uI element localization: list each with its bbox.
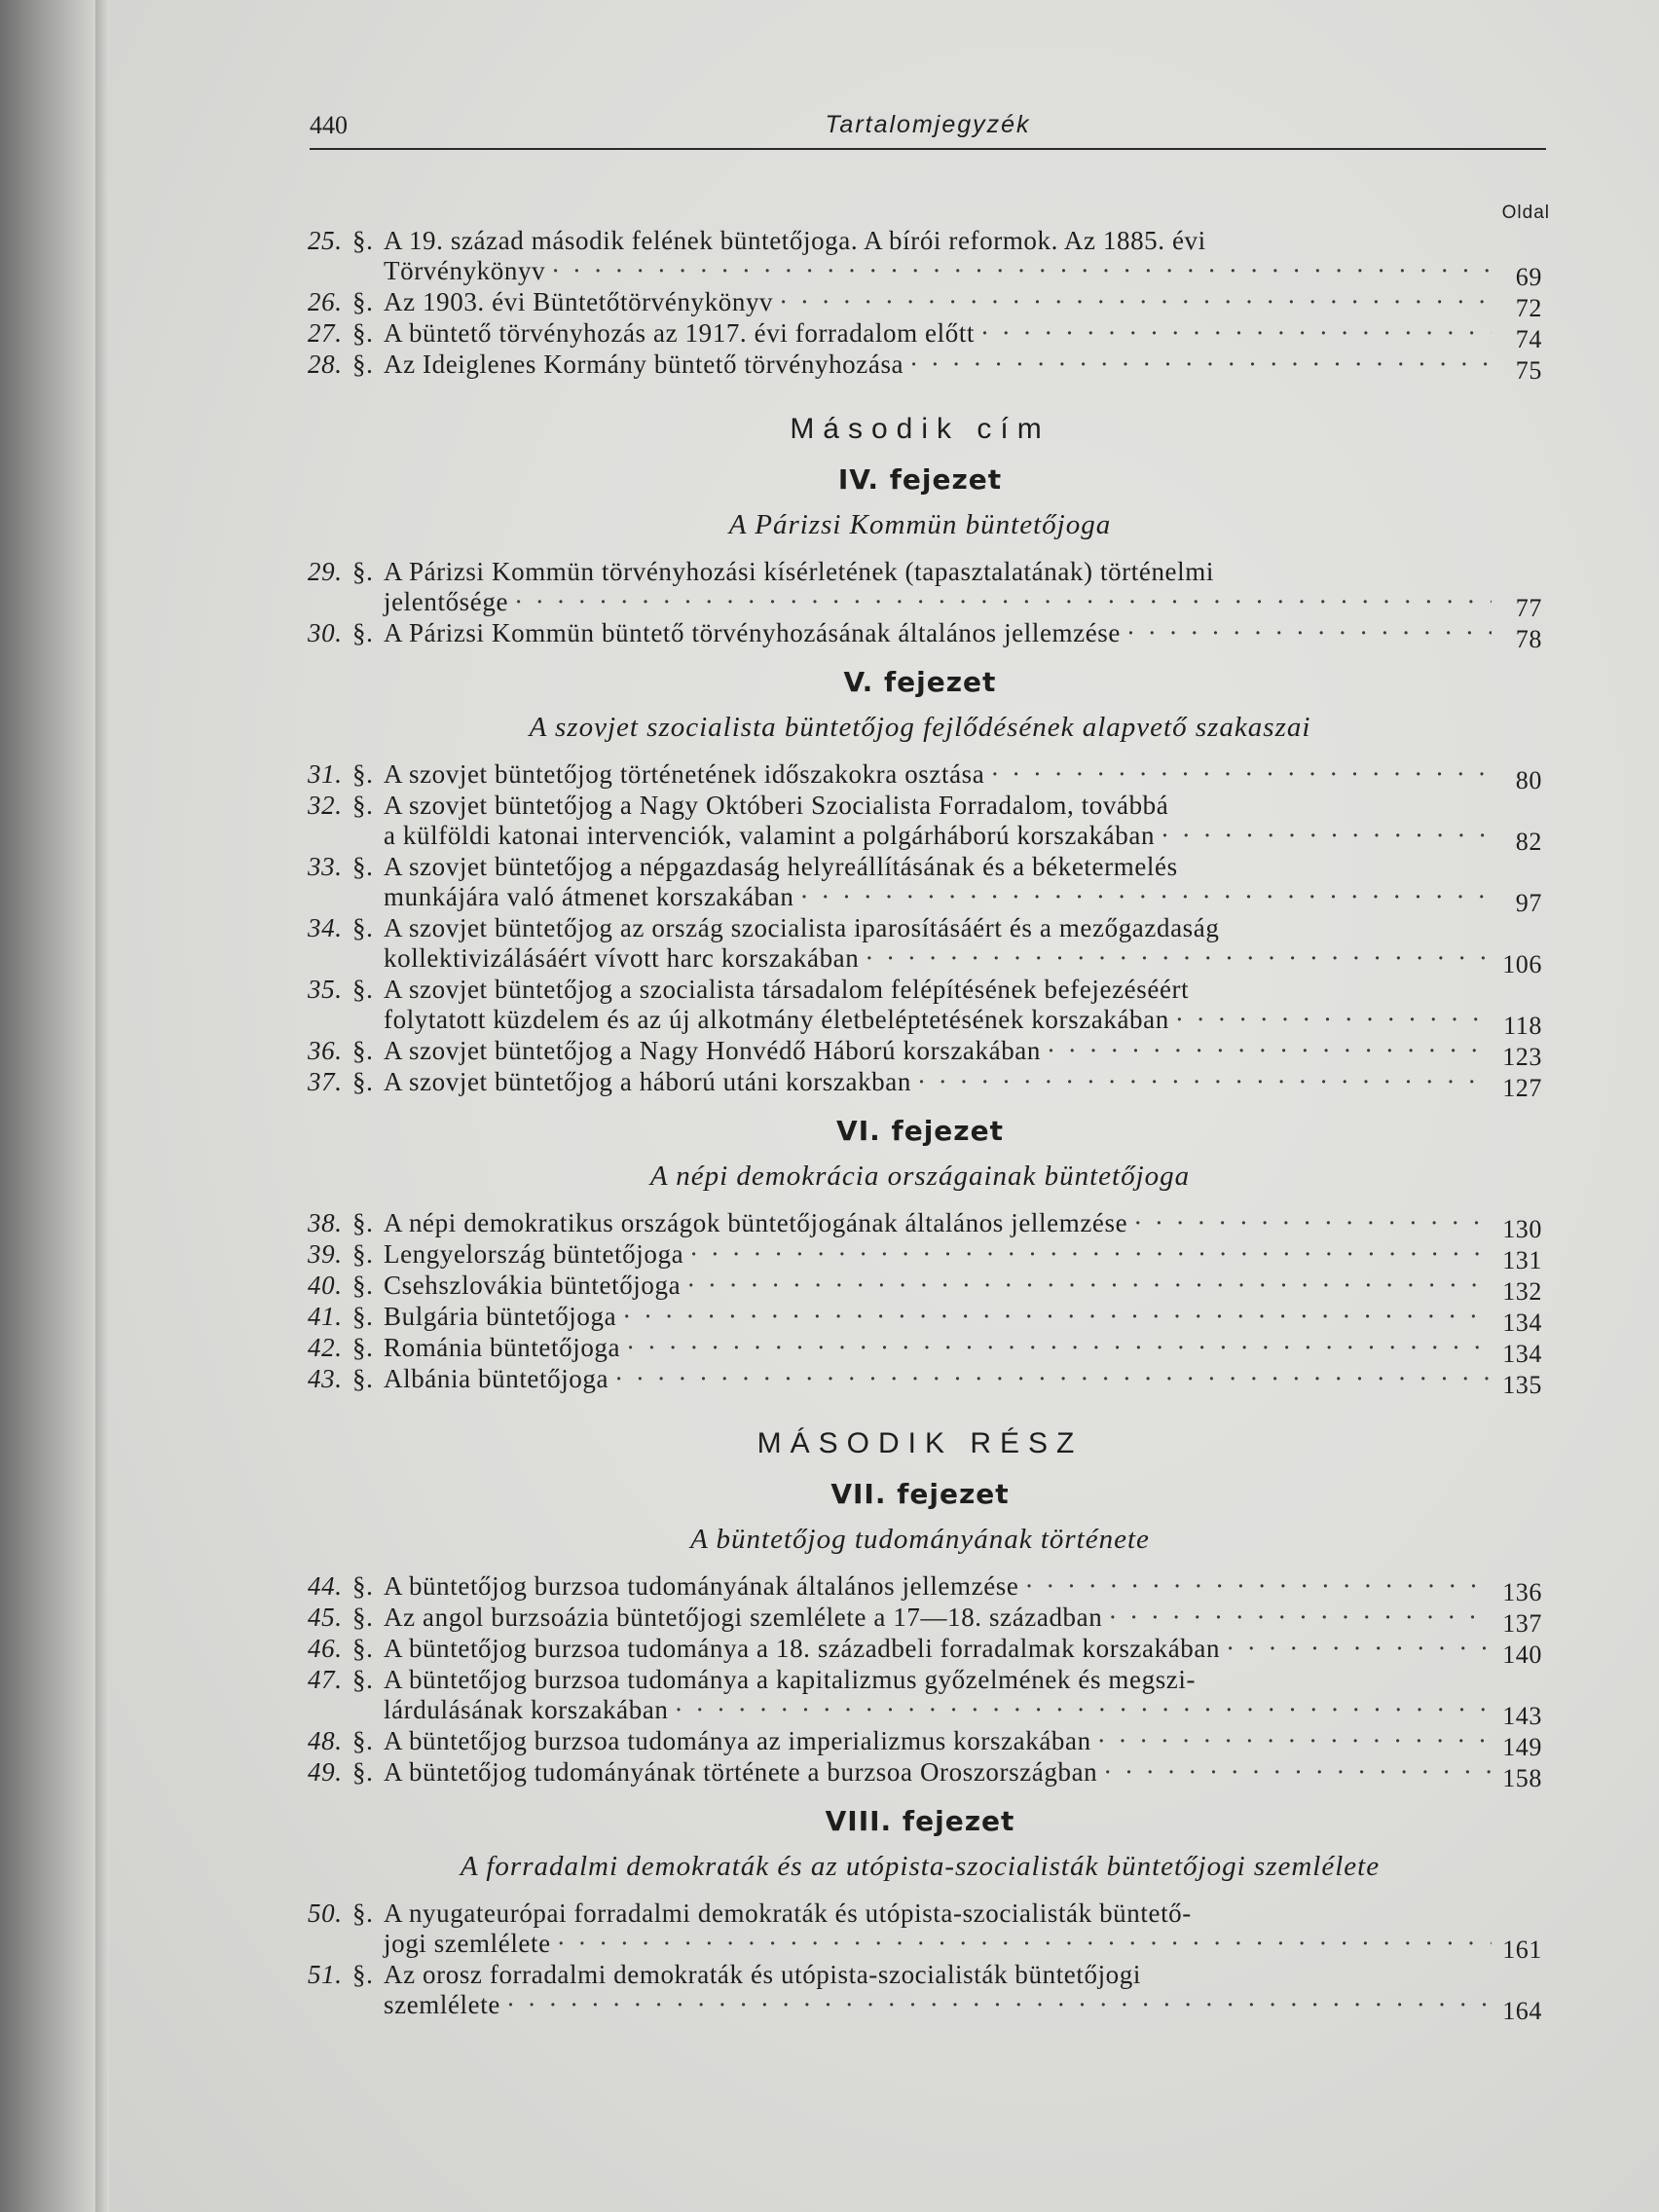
dot-leader (686, 1271, 1492, 1301)
entry-number: 34. (308, 913, 343, 942)
chapter-title: VI. fejezet (836, 1115, 1004, 1147)
dot-leader (551, 256, 1492, 286)
section-sign: §. (352, 1239, 374, 1269)
section-sign: §. (352, 852, 374, 881)
entry-title-text: Bulgária büntetőjoga (384, 1302, 617, 1331)
entry-page-number: 137 (1502, 1609, 1542, 1638)
running-title: Tartalomjegyzék (825, 111, 1031, 138)
dot-leader (1024, 1571, 1492, 1602)
entry-title-line (384, 913, 1492, 943)
toc-entry (292, 1960, 1548, 2025)
entry-page-number: 143 (1502, 1702, 1542, 1730)
entry-title-text: Albánia büntetőjoga (384, 1364, 609, 1393)
section-sign: §. (352, 791, 374, 820)
toc-entry (292, 287, 1548, 322)
section-sign: §. (352, 1302, 374, 1331)
entry-title-text: A nyugateurópai forradalmi demokraták és utópista-szocialisták büntető- (384, 1899, 1192, 1928)
entry-title-text: Az orosz forradalmi demokraták és utópista-szocialisták büntetőjogi (384, 1960, 1141, 1989)
entry-title-line (384, 943, 1492, 974)
toc-entry (292, 618, 1548, 653)
entry-page-number: 123 (1502, 1043, 1542, 1071)
chapter-title: VII. fejezet (830, 1478, 1010, 1510)
entry-number: 26. (308, 287, 343, 316)
section-sign: §. (352, 226, 374, 255)
entry-title-line (384, 287, 1492, 317)
section-sign: §. (352, 1333, 374, 1362)
entry-title-line (384, 1929, 1492, 1959)
chapter-subtitle: A Párizsi Kommün büntetőjoga (728, 509, 1112, 540)
dot-leader (980, 318, 1492, 349)
entry-number: 45. (308, 1603, 343, 1632)
entry-title-line (384, 618, 1492, 648)
section-sign: §. (352, 1571, 374, 1601)
entry-page-number: 134 (1502, 1340, 1542, 1368)
page-gutter-shadow (95, 0, 109, 2212)
toc-entry (292, 226, 1548, 291)
entry-title-line (384, 1364, 1492, 1394)
dot-leader (917, 1067, 1492, 1097)
chapter-subtitle: A forradalmi demokraták és az utópista-szocialisták büntetőjogi szemlélete (460, 1851, 1381, 1882)
entry-page-number: 106 (1502, 950, 1542, 978)
entry-page-number: 164 (1502, 1997, 1542, 2025)
entry-title-text: A szovjet büntetőjog a szocialista társadalom felépítésének befejezéséért (384, 975, 1190, 1004)
toc-entry (292, 1757, 1548, 1792)
entry-number: 39. (308, 1239, 343, 1269)
dot-leader (614, 1364, 1492, 1394)
entry-title-text: Törvénykönyv (384, 256, 546, 285)
book-spine-edge (0, 0, 95, 2212)
entry-page-number: 140 (1502, 1641, 1542, 1669)
entry-number: 40. (308, 1271, 343, 1300)
entry-title-text: A büntető törvényhozás az 1917. évi forradalom előtt (384, 318, 976, 348)
chapter-subtitle: A népi demokrácia országainak büntetőjoga (649, 1161, 1191, 1192)
dot-leader (1103, 1757, 1492, 1788)
entry-title-text: A büntetőjog burzsoa tudományának általános jellemzése (384, 1571, 1019, 1601)
entry-page-number: 80 (1515, 766, 1542, 794)
entry-number: 46. (308, 1634, 343, 1663)
entry-page-number: 131 (1502, 1246, 1542, 1274)
entry-title-text: A büntetőjog tudományának története a burzsoa Oroszországban (384, 1757, 1098, 1787)
dot-leader (1161, 821, 1492, 851)
section-sign: §. (352, 1036, 374, 1065)
entry-title-text: A 19. század második felének büntetőjoga. A bírói reformok. Az 1885. évi (384, 226, 1206, 255)
entry-number: 41. (308, 1302, 343, 1331)
entry-number: 51. (308, 1960, 343, 1989)
entry-title-text: A büntetőjog burzsoa tudománya a kapitalizmus győzelmének és megszi- (384, 1665, 1197, 1694)
entry-title-line (384, 1990, 1492, 2020)
entry-page-number: 82 (1515, 828, 1542, 856)
toc-entry (292, 1302, 1548, 1337)
dot-leader (506, 1990, 1492, 2020)
entry-page-number: 97 (1515, 889, 1542, 917)
entry-title-line (384, 1067, 1492, 1097)
entry-title-line (384, 557, 1492, 587)
entry-title-line (384, 759, 1492, 790)
entry-title-line (384, 1695, 1492, 1725)
dot-leader (909, 350, 1492, 380)
dot-leader (1047, 1036, 1492, 1066)
entry-title-line (384, 1726, 1492, 1756)
entry-number: 37. (308, 1067, 343, 1096)
toc-entry (292, 1665, 1548, 1730)
entry-title-line (384, 256, 1492, 286)
entry-title-text: A szovjet büntetőjog a Nagy Honvédő Háború korszakában (384, 1036, 1041, 1065)
entry-title-text: jogi szemlélete (384, 1929, 551, 1958)
entry-title-text: A szovjet büntetőjog a háború utáni korszakban (384, 1067, 911, 1096)
toc-entry (292, 1603, 1548, 1638)
dot-leader (1108, 1603, 1492, 1633)
toc-entry (292, 1036, 1548, 1071)
section-sign: §. (352, 1726, 374, 1755)
toc-entry (292, 1571, 1548, 1606)
entry-number: 47. (308, 1665, 343, 1694)
entry-title-line (384, 1005, 1492, 1035)
entry-page-number: 127 (1502, 1074, 1542, 1102)
entry-page-number: 136 (1502, 1578, 1542, 1606)
entry-number: 38. (308, 1208, 343, 1237)
entry-page-number: 149 (1502, 1733, 1542, 1761)
section-sign: §. (352, 287, 374, 316)
entry-page-number: 132 (1502, 1277, 1542, 1306)
entry-title-line (384, 1036, 1492, 1066)
entry-title-line (384, 1239, 1492, 1270)
page-header (310, 105, 1546, 150)
entry-title-line (384, 791, 1492, 821)
entry-title-text: szemlélete (384, 1990, 500, 2019)
toc-entry (292, 759, 1548, 794)
toc-entry (292, 1726, 1548, 1761)
section-sign: §. (352, 913, 374, 942)
chapter-subtitle: A büntetőjog tudományának története (690, 1524, 1150, 1555)
entry-page-number: 130 (1502, 1215, 1542, 1243)
dot-leader (689, 1239, 1492, 1270)
entry-title-text: munkájára való átmenet korszakában (384, 882, 794, 911)
entry-page-number: 69 (1515, 263, 1542, 291)
section-sign: §. (352, 1634, 374, 1663)
chapter-subtitle: A szovjet szocialista büntetőjog fejlődésének alapvető szakaszai (529, 712, 1311, 743)
entry-number: 27. (308, 318, 343, 348)
entry-page-number: 118 (1503, 1012, 1542, 1040)
part-title: MÁSODIK RÉSZ (756, 1427, 1084, 1459)
toc-entry (292, 1634, 1548, 1669)
entry-title-line (384, 350, 1492, 380)
entry-title-text: A szovjet büntetőjog történetének időszakokra osztása (384, 759, 985, 789)
part-title: Második cím (790, 413, 1051, 445)
toc-entry (292, 1067, 1548, 1102)
entry-title-text: A népi demokratikus országok büntetőjogának általános jellemzése (384, 1208, 1128, 1237)
entry-title-line (384, 1271, 1492, 1301)
entry-title-text: lárdulásának korszakában (384, 1695, 669, 1724)
dot-leader (1126, 618, 1492, 648)
entry-page-number: 75 (1515, 356, 1542, 385)
entry-title-text: Románia büntetőjoga (384, 1333, 621, 1362)
entry-title-line (384, 1302, 1492, 1332)
entry-number: 48. (308, 1726, 343, 1755)
entry-number: 33. (308, 852, 343, 881)
entry-title-line (384, 882, 1492, 912)
toc-entry (292, 557, 1548, 622)
page-column-label: Oldal (1501, 203, 1550, 223)
entry-title-line (384, 1634, 1492, 1664)
entry-number: 36. (308, 1036, 343, 1065)
section-sign: §. (352, 759, 374, 789)
entry-title-line (384, 587, 1492, 617)
table-of-contents (292, 226, 1548, 2025)
entry-page-number: 78 (1515, 625, 1542, 653)
entry-title-text: A szovjet büntetőjog a Nagy Októberi Szocialista Forradalom, továbbá (384, 791, 1169, 820)
toc-entry (292, 913, 1548, 978)
entry-title-text: kollektivizálásáért vívott harc korszakában (384, 943, 860, 973)
dot-leader (626, 1333, 1492, 1363)
section-sign: §. (352, 975, 374, 1004)
entry-title-text: Az 1903. évi Büntetőtörvénykönyv (384, 287, 774, 316)
entry-title-line (384, 226, 1492, 256)
section-sign: §. (352, 1364, 374, 1393)
toc-entry (292, 1364, 1548, 1399)
entry-title-line (384, 1571, 1492, 1602)
section-sign: §. (352, 350, 374, 379)
entry-title-text: A büntetőjog burzsoa tudománya a 18. századbeli forradalmak korszakában (384, 1634, 1221, 1663)
dot-leader (1097, 1726, 1492, 1756)
toc-entry (292, 975, 1548, 1040)
entry-page-number: 134 (1502, 1309, 1542, 1337)
entry-title-line (384, 318, 1492, 349)
section-sign: §. (352, 1603, 374, 1632)
entry-title-text: A Párizsi Kommün törvényhozási kísérletének (tapasztalatának) történelmi (384, 557, 1214, 586)
toc-entry (292, 1208, 1548, 1243)
entry-title-line (384, 1757, 1492, 1788)
dot-leader (1133, 1208, 1492, 1238)
section-sign: §. (352, 1899, 374, 1928)
entry-number: 49. (308, 1757, 343, 1787)
entry-title-text: A Párizsi Kommün büntető törvényhozásának általános jellemzése (384, 618, 1121, 647)
toc-entry (292, 350, 1548, 385)
entry-number: 50. (308, 1899, 343, 1928)
entry-title-text: Az Ideiglenes Kormány büntető törvényhozása (384, 350, 904, 379)
dot-leader (799, 882, 1492, 912)
toc-entry (292, 1899, 1548, 1964)
section-sign: §. (352, 1208, 374, 1237)
chapter-title: V. fejezet (843, 666, 997, 698)
entry-title-text: Az angol burzsoázia büntetőjogi szemlélete a 17—18. században (384, 1603, 1103, 1632)
section-sign: §. (352, 1960, 374, 1989)
entry-page-number: 161 (1502, 1936, 1542, 1964)
entry-title-line (384, 1665, 1492, 1695)
toc-entry (292, 1333, 1548, 1368)
dot-leader (622, 1302, 1492, 1332)
page-number: 440 (310, 111, 348, 139)
dot-leader (779, 287, 1492, 317)
entry-number: 31. (308, 759, 343, 789)
section-sign: §. (352, 1757, 374, 1787)
entry-title-text: A szovjet büntetőjog az ország szocialista iparosításáért és a mezőgazdaság (384, 913, 1220, 942)
toc-entry (292, 852, 1548, 917)
entry-title-text: Csehszlovákia büntetőjoga (384, 1271, 682, 1300)
entry-page-number: 135 (1502, 1371, 1542, 1399)
dot-leader (514, 587, 1492, 617)
dot-leader (990, 759, 1492, 790)
entry-title-text: a külföldi katonai intervenciók, valamint a polgárháború korszakában (384, 821, 1156, 850)
section-sign: §. (352, 318, 374, 348)
entry-title-text: A szovjet büntetőjog a népgazdaság helyreállításának és a béketermelés (384, 852, 1178, 881)
entry-number: 44. (308, 1571, 343, 1601)
chapter-title: VIII. fejezet (825, 1805, 1015, 1837)
dot-leader (865, 943, 1492, 974)
entry-number: 29. (308, 557, 343, 586)
entry-number: 30. (308, 618, 343, 647)
chapter-title: IV. fejezet (837, 463, 1003, 496)
entry-title-line (384, 1603, 1492, 1633)
toc-entry (292, 318, 1548, 353)
entry-number: 25. (308, 226, 343, 255)
entry-title-text: Lengyelország büntetőjoga (384, 1239, 684, 1269)
entry-page-number: 72 (1515, 294, 1542, 322)
entry-title-line (384, 1899, 1492, 1929)
entry-title-line (384, 1960, 1492, 1990)
dot-leader (675, 1695, 1492, 1725)
entry-page-number: 74 (1515, 325, 1542, 353)
entry-title-text: folytatott küzdelem és az új alkotmány életbeléptetésének korszakában (384, 1005, 1169, 1034)
dot-leader (1226, 1634, 1492, 1664)
toc-entry (292, 791, 1548, 856)
section-sign: §. (352, 618, 374, 647)
entry-title-line (384, 975, 1492, 1005)
entry-title-line (384, 852, 1492, 882)
dot-leader (1175, 1005, 1492, 1035)
entry-number: 43. (308, 1364, 343, 1393)
entry-number: 28. (308, 350, 343, 379)
entry-page-number: 158 (1502, 1764, 1542, 1792)
toc-entry (292, 1271, 1548, 1306)
entry-page-number: 77 (1515, 594, 1542, 622)
entry-title-line (384, 821, 1492, 851)
section-sign: §. (352, 1665, 374, 1694)
entry-title-text: A büntetőjog burzsoa tudománya az imperializmus korszakában (384, 1726, 1091, 1755)
section-sign: §. (352, 1271, 374, 1300)
entry-number: 32. (308, 791, 343, 820)
dot-leader (557, 1929, 1492, 1959)
entry-title-text: jelentősége (384, 587, 509, 616)
section-sign: §. (352, 557, 374, 586)
entry-number: 42. (308, 1333, 343, 1362)
entry-number: 35. (308, 975, 343, 1004)
toc-entry (292, 1239, 1548, 1274)
section-sign: §. (352, 1067, 374, 1096)
entry-title-line (384, 1208, 1492, 1238)
entry-title-line (384, 1333, 1492, 1363)
